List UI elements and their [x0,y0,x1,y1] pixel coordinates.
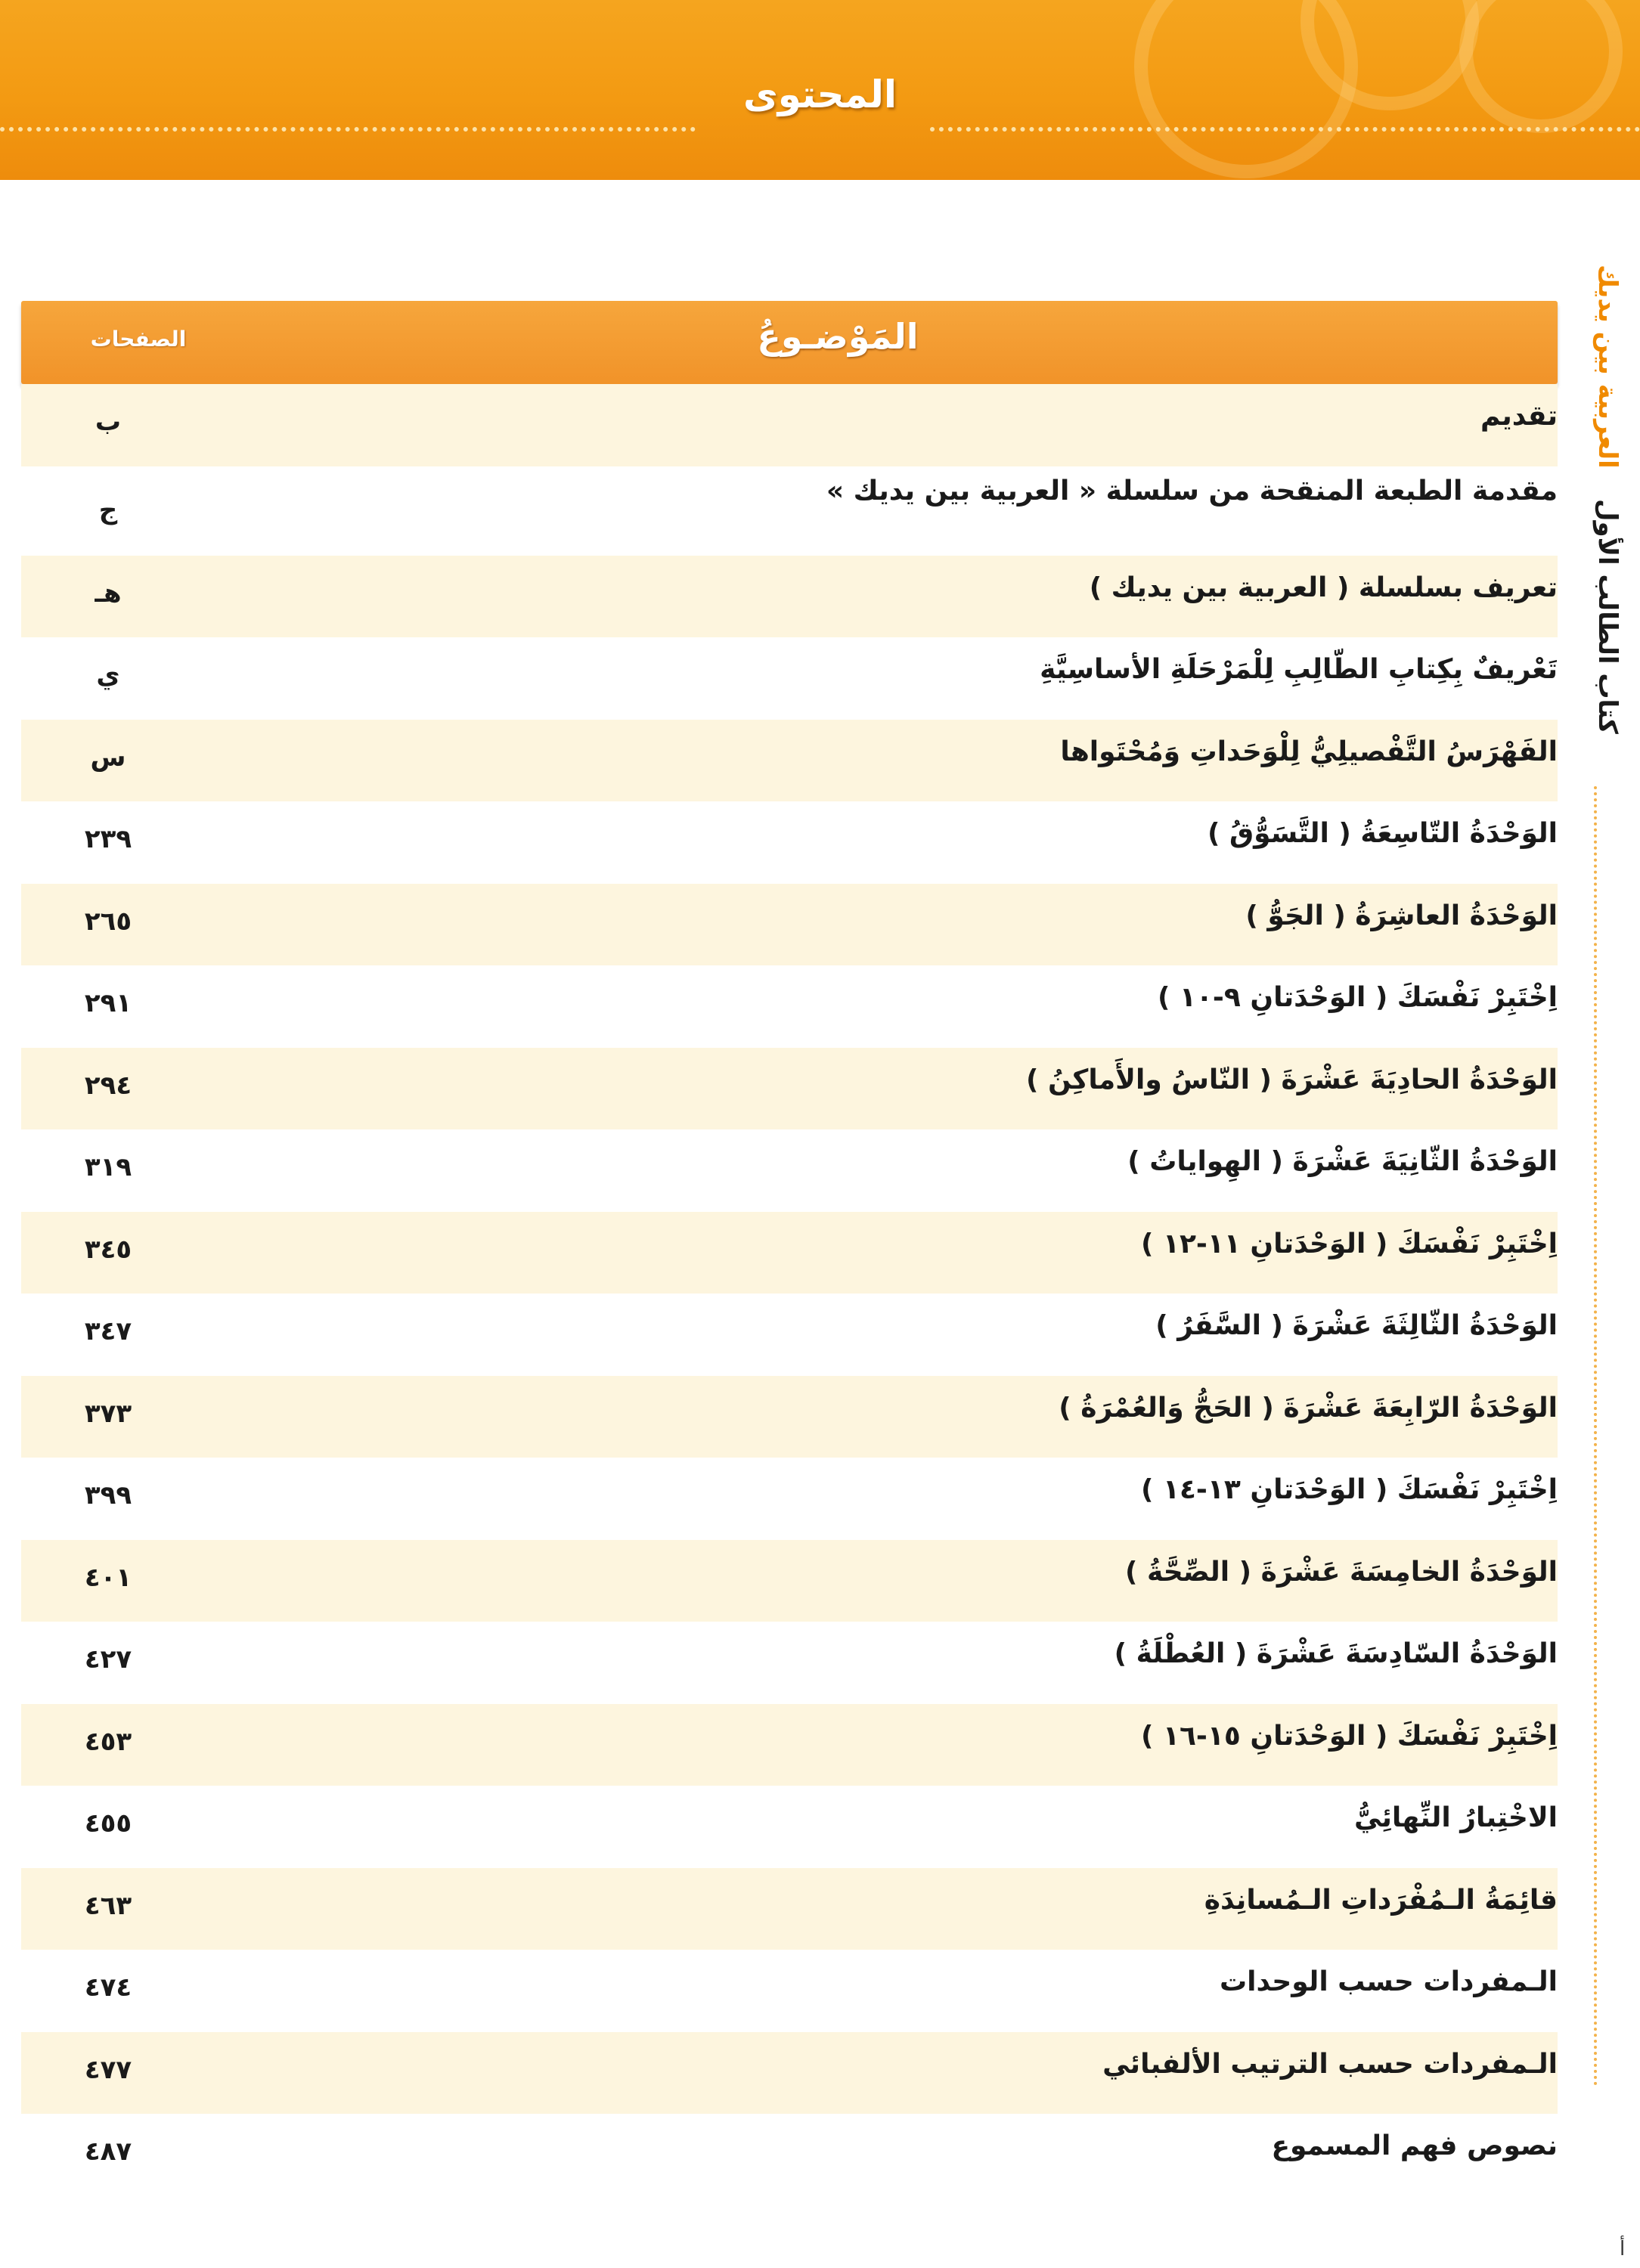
toc-entry-title: تقديم [1480,401,1558,432]
toc-entry-page: س [90,742,126,773]
toc-entry-title: الوَحْدَةُ الرّابِعَةَ عَشْرَةَ ( الحَجُّ وَالعُمْرَةُ ) [1059,1392,1558,1424]
toc-entry-page: ٢٩١ [84,988,132,1018]
toc-entry-title: اِخْتَبِرْ نَفْسَكَ ( الوَحْدَتانِ ١٣-١٤ ) [1140,1474,1558,1505]
toc-row[interactable] [21,637,1558,720]
toc-header [21,301,1558,384]
toc-row[interactable] [21,1786,1558,1868]
toc-entry-title: اِخْتَبِرْ نَفْسَكَ ( الوَحْدَتانِ ١١-١٢ ) [1140,1228,1558,1259]
toc-entry-title: الوَحْدَةُ التّاسِعَةُ ( التَّسَوُّقُ ) [1207,818,1558,849]
toc-entry-page: ٤٥٥ [84,1808,132,1839]
page-title: المحتوى [742,73,898,116]
toc-entry-page: ٤٧٤ [84,1972,132,2003]
toc-entry-title: اِخْتَبِرْ نَفْسَكَ ( الوَحْدَتانِ ٩-١٠ ) [1157,982,1558,1013]
toc-row[interactable] [21,1868,1558,1950]
toc-entry-page: ٤٨٧ [84,2136,132,2167]
toc-entry-page: هـ [95,578,122,609]
banner-dotted-rule-right [930,127,1640,132]
toc-entry-page: ٣٤٥ [84,1234,132,1265]
toc-entry-page: ٣٤٧ [84,1316,132,1346]
toc-entry-title: الوَحْدَةُ السّادِسَةَ عَشْرَةَ ( العُطْلَةُ ) [1114,1638,1558,1669]
toc-row[interactable] [21,1540,1558,1622]
toc-row[interactable] [21,556,1558,638]
toc-row[interactable] [21,2032,1558,2115]
toc-entry-page: ب [95,407,122,437]
toc-row[interactable] [21,884,1558,966]
toc-entry-page: ٢٩٤ [84,1070,132,1101]
toc-entry-page: ي [96,660,120,690]
side-dotted-rule [1594,786,1597,2087]
toc-entry-title: الـمفردات حسب الترتيب الألفبائي [1102,2048,1558,2080]
toc-row[interactable] [21,466,1558,556]
toc-row[interactable] [21,1704,1558,1786]
toc-row[interactable] [21,1129,1558,1212]
toc-entry-page: ٣٩٩ [84,1480,132,1510]
page-number: أ [1620,2238,1626,2260]
title-banner [0,0,1640,180]
toc-row[interactable] [21,1048,1558,1130]
toc-entry-title: الفَهْرَسُ التَّفْصيلِيُّ لِلْوَحَداتِ وَمُحْتَواها [1060,736,1558,767]
toc-row[interactable] [21,384,1558,466]
toc-row[interactable] [21,1212,1558,1294]
toc-entry-page: ج [98,494,118,525]
toc-row[interactable] [21,720,1558,802]
toc-entry-page: ٤٢٧ [84,1644,132,1675]
banner-dotted-rule-left [0,127,696,132]
toc-row[interactable] [21,2114,1558,2196]
toc-entry-title: الوَحْدَةُ الخامِسَةَ عَشْرَةَ ( الصِّحَّةُ ) [1124,1556,1558,1588]
toc-entry-title: تعريف بسلسلة ( العربية بين يديك ) [1089,572,1558,603]
toc-row[interactable] [21,1622,1558,1704]
header-pages: الصفحات [90,327,187,352]
toc-entry-page: ٣٧٣ [84,1398,132,1429]
toc-row[interactable] [21,1950,1558,2032]
toc-entry-page: ٣١٩ [84,1152,132,1182]
toc-entry-page: ٢٦٥ [84,906,132,937]
side-running-header [1580,265,1633,1021]
toc-row[interactable] [21,965,1558,1048]
series-name: العربية بين يديك [1592,265,1623,469]
toc-entry-page: ٢٣٩ [84,824,132,854]
toc-entry-title: الـمفردات حسب الوحدات [1219,1966,1558,1997]
table-of-contents [21,301,1558,2196]
toc-entry-title: اِخْتَبِرْ نَفْسَكَ ( الوَحْدَتانِ ١٥-١٦ ) [1140,1720,1558,1752]
toc-entry-page: ٤٧٧ [84,2054,132,2085]
toc-entry-title: الوَحْدَةُ الحادِيَةَ عَشْرَةَ ( النّاسُ والأَماكِنُ ) [1026,1064,1558,1095]
toc-entry-title: قائِمَةُ الـمُفْرَداتِ الـمُسانِدَةِ [1204,1884,1558,1916]
banner-ornament [1459,0,1623,133]
header-topic: المَوْضـوعُ [757,316,919,357]
toc-entry-page: ٤٦٣ [84,1890,132,1921]
toc-entry-title: الاخْتِبارُ النِّهائِيُّ [1353,1802,1558,1833]
toc-row[interactable] [21,1294,1558,1376]
toc-entry-title: الوَحْدَةُ الثّالِثَةَ عَشْرَةَ ( السَّفَرُ ) [1155,1310,1558,1341]
toc-entry-title: مقدمة الطبعة المنقحة من سلسلة « العربية بين يديك » [826,475,1558,507]
book-name: كتاب الطالب الأول [1592,499,1623,734]
toc-entry-title: تَعْريفٌ بِكِتابِ الطّالِبِ لِلْمَرْحَلَةِ الأساسِيَّةِ [1040,654,1558,685]
toc-row[interactable] [21,1458,1558,1540]
toc-entry-title: الوَحْدَةُ الثّانِيَةَ عَشْرَةَ ( الهِواياتُ ) [1127,1146,1558,1177]
toc-row[interactable] [21,801,1558,884]
toc-entry-page: ٤٠١ [84,1562,132,1593]
toc-entry-title: نصوص فهم المسموع [1271,2130,1558,2161]
toc-row[interactable] [21,1376,1558,1458]
toc-entry-title: الوَحْدَةُ العاشِرَةُ ( الجَوُّ ) [1245,900,1558,931]
toc-entry-page: ٤٥٣ [84,1726,132,1757]
